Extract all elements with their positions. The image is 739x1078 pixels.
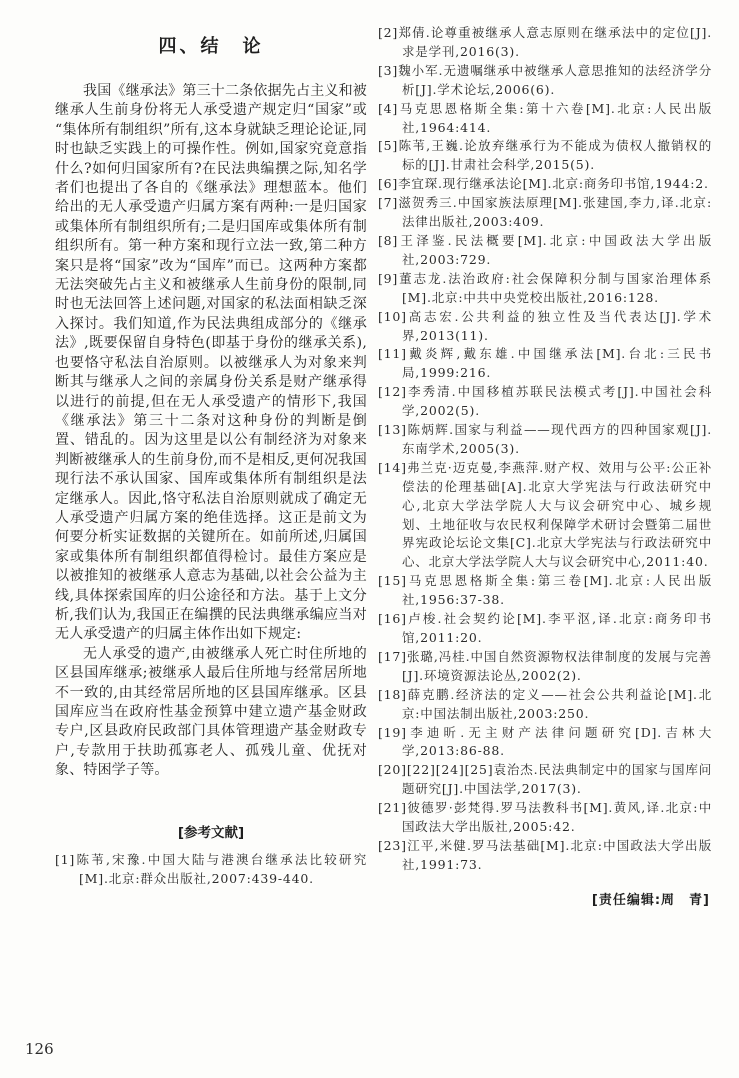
editor-note: [责任编辑:周 青]	[591, 892, 710, 908]
reference-item-5: [5]陈苇,王巍.论放弃继承行为不能成为债权人撤销权的标的[J].甘肃社会科学,2015(5).	[378, 138, 712, 173]
reference-item-21: [21]彼德罗·彭梵得.罗马法教科书[M].黄风,译.北京:中国政法大学出版社,2005:42.	[378, 800, 712, 835]
right-column	[378, 24, 712, 908]
reference-item-3: [3]魏小军.无遗嘱继承中被继承人意思推知的法经济学分析[J].学术论坛,2006(6).	[378, 62, 712, 97]
reference-item-11: [11]戴炎辉,戴东雄.中国继承法[M].台北:三民书局,1999:216.	[378, 346, 712, 381]
reference-item-4: [4]马克思恩格斯全集:第十六卷[M].北京:人民出版社,1964:414.	[378, 100, 712, 135]
reference-item-18: [18]薛克鹏.经济法的定义——社会公共利益论[M].北京:中国法制出版社,2003:250.	[378, 686, 712, 721]
reference-item-23: [23]江平,米健.罗马法基础[M].北京:中国政法大学出版社,1991:73.	[378, 837, 712, 872]
reference-item-16: [16]卢梭.社会契约论[M].李平沤,译.北京:商务印书馆,2011:20.	[378, 611, 712, 645]
reference-item-8: [8]王泽鉴.民法概要[M].北京:中国政法大学出版社,2003:729.	[378, 232, 712, 267]
reference-item-7: [7]滋贺秀三.中国家族法原理[M].张建国,李力,译.北京:法律出版社,2003:409.	[378, 195, 712, 230]
reference-item-2: [2]郑倩.论尊重被继承人意志原则在继承法中的定位[J].求是学刊,2016(3).	[378, 25, 712, 59]
section-title: 四、结 论	[158, 36, 264, 57]
reference-item-17: [17]张璐,冯桂.中国自然资源物权法律制度的发展与完善[J].环境资源法论丛,2002(2).	[378, 648, 712, 683]
reference-item-20: [20][22][24][25]袁治杰.民法典制定中的国家与国库问题研究[J].中国法学,2017(3).	[378, 762, 712, 797]
conclusion-paragraph-2: 无人承受的遗产,由被继承人死亡时住所地的区县国库继承;被继承人最后住所地与经常居所地不一致的,由其经常居所地的区县国库继承。区县国库应当在政府性基金预算中建立遗产基金财政专户,区县政府民政部门具体管理遗产基金财政专户,专款用于扶助孤寡老人、孤残儿童、优抚对象、特困学子等。	[55, 645, 367, 779]
reference-item-15: [15]马克思恩格斯全集:第三卷[M].北京:人民出版社,1956:37-38.	[378, 573, 712, 608]
reference-item-13: [13]陈炳辉.国家与利益——现代西方的四种国家观[J].东南学术,2005(3).	[378, 422, 712, 456]
reference-item-10: [10]高志宏.公共利益的独立性及当代表达[J].学术界,2013(11).	[378, 308, 712, 343]
reference-item-14: [14]弗兰克·迈克曼,李燕萍.财产权、效用与公平:公正补偿法的伦理基础[A].北京大学宪法与行政法研究中心,北京大学法学院人大与议会研究中心、城乡规划、土地征收与农民权利保障学术研讨会暨第二届世界宪政论坛论文集[C].北京大学宪法与行政法研究中心、北京大学法学院人大与议会研究中心,2011:40.	[378, 459, 712, 570]
reference-item-19: [19]李迪昕.无主财产法律问题研究[D].吉林大学,2013:86-88.	[378, 724, 712, 759]
left-column	[55, 24, 367, 888]
references-heading: [参考文献]	[177, 824, 245, 841]
conclusion-paragraph-1: 我国《继承法》第三十二条依据先占主义和被继承人生前身份将无人承受遗产规定归“国家”或“集体所有制组织”所有,这本身就缺乏理论论证,同时也缺乏实践上的可操作性。例如,国家究竟意指什么?如何归国家所有?在民法典编撰之际,知名学者们也提出了各自的《继承法》理想蓝本。他们给出的无人承受遗产归属方案有两种:一是归国家或集体所有制组织所有;二是归国库或集体所有制组织所有。第一种方案和现行立法一致,第二种方案只是将“国家”改为“国库”而已。这两种方案都无法突破先占主义和被继承人生前身份的限制,同时也无法回答上述问题,对国家的私法面相缺乏深入探讨。我们知道,作为民法典组成部分的《继承法》,既要保留自身特色(即基于身份的继承关系),也要恪守私法自治原则。以被继承人为对象来判断其与继承人之间的亲属身份关系是财产继承得以进行的前提,但在无人承受遗产的情形下,我国《继承法》第三十二条对这种身份的判断是倒置、错乱的。因为这里是以公有制经济为对象来判断被继承人的生前身份,而不是相反,更何况我国现行法不承认国家、国库或集体所有制组织是法定继承人。因此,恪守私法自治原则就成了确定无人承受遗产归属方案的绝佳选择。这正是前文为何要分析实证数据的关键所在。如前所述,归属国家或集体所有制组织都值得检讨。最佳方案应是以被推知的被继承人意志为基础,以社会公益为主线,具体探索国库的归公途径和方法。基于上文分析,我们认为,我国正在编撰的民法典继承编应当对无人承受遗产的归属主体作出如下规定:	[55, 83, 367, 643]
reference-item-1: [1]陈苇,宋豫.中国大陆与港澳台继承法比较研究[M].北京:群众出版社,2007:439-440.	[55, 851, 367, 886]
reference-item-9: [9]董志龙.法治政府:社会保障积分制与国家治理体系[M].北京:中共中央党校出版社,2016:128.	[378, 270, 712, 305]
reference-item-6: [6]李宜琛.现行继承法论[M].北京:商务印书馆,1944:2.	[378, 176, 709, 192]
reference-item-12: [12]李秀清.中国移植苏联民法模式考[J].中国社会科学,2002(5).	[378, 384, 712, 419]
page-number: 126	[25, 1040, 54, 1058]
